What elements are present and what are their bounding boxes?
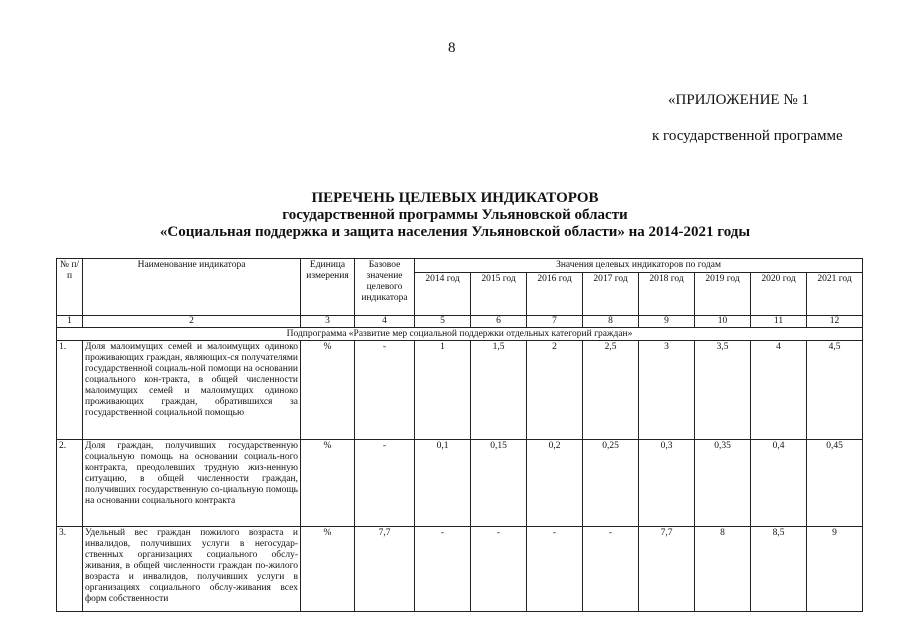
subprogram-title: Подпрограмма «Развитие мер социальной поддержки отдельных категорий граждан» [57, 328, 863, 341]
column-number: 1 [57, 316, 83, 328]
header-year: 2015 год [471, 273, 527, 316]
year-value: 0,3 [639, 440, 695, 527]
table-row [57, 527, 863, 612]
column-number: 5 [415, 316, 471, 328]
year-value: 1 [415, 341, 471, 440]
appendix-subtitle: к государственной программе [652, 128, 843, 144]
column-number: 11 [751, 316, 807, 328]
indicator-name: Доля малоимущих семей и малоимущих одиноко проживающих граждан, являющих-ся получателями государственной социаль-ной помощи на основании социального кон-тракта, в общей численности малоимущих семей и малоимущих одиноко проживающих граждан, обратившихся за государственной социальной помощью [83, 341, 301, 440]
column-number: 8 [583, 316, 639, 328]
header-years-group: Значения целевых индикаторов по годам [415, 259, 863, 273]
year-value: 8 [695, 527, 751, 612]
year-value: - [471, 527, 527, 612]
header-year: 2019 год [695, 273, 751, 316]
appendix-title: «ПРИЛОЖЕНИЕ № 1 [668, 92, 809, 108]
column-number: 10 [695, 316, 751, 328]
year-value: 0,4 [751, 440, 807, 527]
column-number: 7 [527, 316, 583, 328]
page-number: 8 [448, 40, 456, 56]
header-num: № п/п [57, 259, 83, 316]
column-number: 3 [301, 316, 355, 328]
column-number: 12 [807, 316, 863, 328]
table-row [57, 341, 863, 440]
year-value: 4,5 [807, 341, 863, 440]
indicator-unit: % [301, 341, 355, 440]
year-value: 4 [751, 341, 807, 440]
header-year: 2021 год [807, 273, 863, 316]
year-value: - [527, 527, 583, 612]
year-value: 2 [527, 341, 583, 440]
row-number: 3. [57, 527, 83, 612]
row-number: 1. [57, 341, 83, 440]
year-value: 1,5 [471, 341, 527, 440]
year-value: 7,7 [639, 527, 695, 612]
year-value: 0,1 [415, 440, 471, 527]
indicators-table [56, 258, 863, 612]
year-value: - [583, 527, 639, 612]
table-row [57, 440, 863, 527]
document-subtitle: государственной программы Ульяновской области [282, 207, 628, 223]
year-value: 0,15 [471, 440, 527, 527]
year-value: 3,5 [695, 341, 751, 440]
header-year: 2018 год [639, 273, 695, 316]
year-value: 0,45 [807, 440, 863, 527]
header-unit: Единица измерения [301, 259, 355, 316]
document-title: ПЕРЕЧЕНЬ ЦЕЛЕВЫХ ИНДИКАТОРОВ [311, 190, 599, 206]
indicator-unit: % [301, 440, 355, 527]
header-year: 2016 год [527, 273, 583, 316]
year-value: 8,5 [751, 527, 807, 612]
year-value: 0,35 [695, 440, 751, 527]
header-year: 2017 год [583, 273, 639, 316]
year-value: 9 [807, 527, 863, 612]
column-number: 6 [471, 316, 527, 328]
year-value: 0,25 [583, 440, 639, 527]
indicator-unit: % [301, 527, 355, 612]
year-value: 3 [639, 341, 695, 440]
indicator-base: - [355, 341, 415, 440]
column-number-row [57, 316, 863, 328]
row-number: 2. [57, 440, 83, 527]
year-value: 0,2 [527, 440, 583, 527]
header-base: Базовое значение целевого индикатора [355, 259, 415, 316]
indicator-name: Доля граждан, получивших государственную социальную помощь на основании социаль-ного контракта, преодолевших трудную жиз-ненную ситуацию, в общей численности граждан, получивших государственную со-циальную помощь на основании социального контракта [83, 440, 301, 527]
header-name: Наименование индикатора [83, 259, 301, 316]
subprogram-row [57, 328, 863, 341]
header-year: 2014 год [415, 273, 471, 316]
year-value: 2,5 [583, 341, 639, 440]
indicator-name: Удельный вес граждан пожилого возраста и инвалидов, получивших услуги в негосудар-ственных организациях социального обслу-живания, в общей численности граждан по-жилого возраста и инвалидов, получивших услуги в организациях социального обслу-живания всех форм собственности [83, 527, 301, 612]
header-year: 2020 год [751, 273, 807, 316]
column-number: 2 [83, 316, 301, 328]
indicator-base: 7,7 [355, 527, 415, 612]
program-name: «Социальная поддержка и защита населения Ульяновской области» на 2014-2021 годы [159, 224, 751, 240]
column-number: 4 [355, 316, 415, 328]
year-value: - [415, 527, 471, 612]
column-number: 9 [639, 316, 695, 328]
indicator-base: - [355, 440, 415, 527]
